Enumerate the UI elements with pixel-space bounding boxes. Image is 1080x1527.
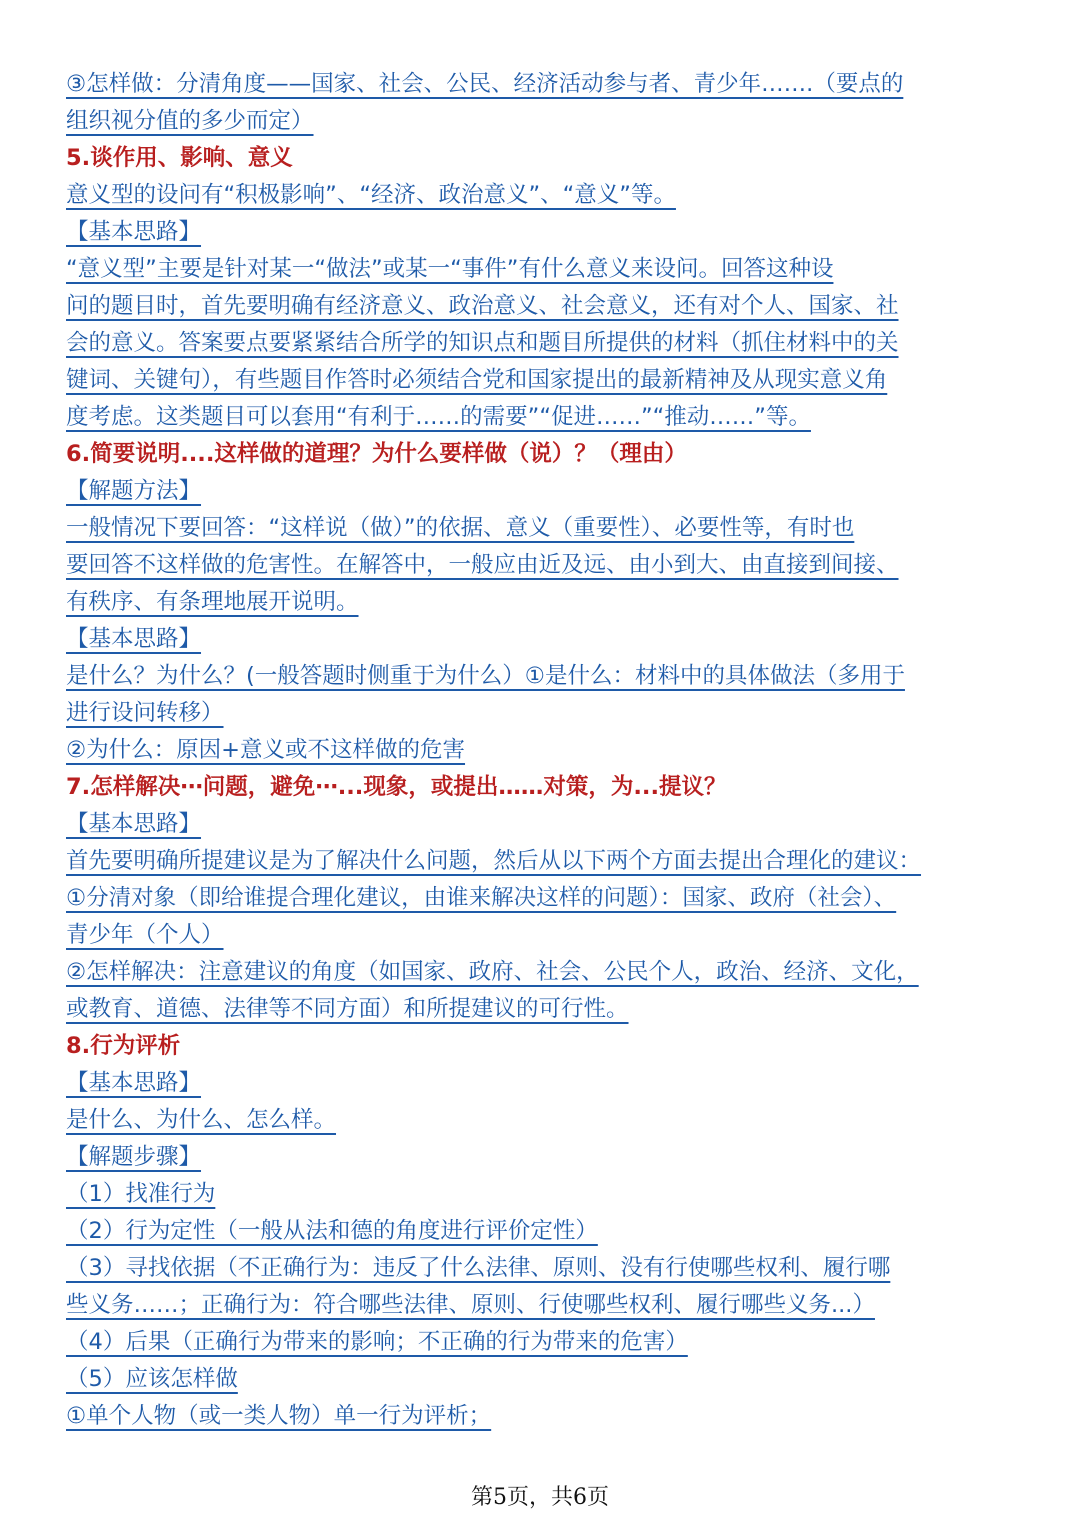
text-line: 【基本思路】: [66, 1070, 202, 1096]
text-line: 有秩序、有条理地展开说明。: [66, 589, 359, 615]
document-line: [66, 510, 1026, 547]
text-line: 会的意义。答案要点要紧紧结合所学的知识点和题目所提供的材料（抓住材料中的关: [66, 330, 899, 356]
document-line: [66, 473, 1026, 510]
text-line: 【解题方法】: [66, 478, 202, 504]
text-line: 是什么？为什么？(一般答题时侧重于为什么）①是什么：材料中的具体做法（多用于: [66, 663, 905, 689]
text-line: 【基本思路】: [66, 811, 202, 837]
document-line: [66, 214, 1026, 251]
document-line: [66, 325, 1026, 362]
text-line: 或教育、道德、法律等不同方面）和所提建议的可行性。: [66, 996, 629, 1022]
document-line: [66, 843, 1026, 880]
text-line: 问的题目时，首先要明确有经济意义、政治意义、社会意义，还有对个人、国家、社: [66, 293, 899, 319]
text-line: 进行设问转移）: [66, 700, 224, 726]
document-line: [66, 954, 1026, 991]
text-line: 是什么、为什么、怎么样。: [66, 1107, 337, 1133]
text-line: （1）找准行为: [66, 1181, 216, 1207]
document-line: [66, 436, 1026, 473]
document-line: [66, 917, 1026, 954]
document-line: [66, 140, 1026, 177]
document-line: [66, 251, 1026, 288]
document-line: [66, 1361, 1026, 1398]
document-line: [66, 1028, 1026, 1065]
text-line: 键词、关键句），有些题目作答时必须结合党和国家提出的最新精神及从现实意义角: [66, 367, 888, 393]
document-line: [66, 1287, 1026, 1324]
document-line: [66, 1065, 1026, 1102]
document-line: [66, 1324, 1026, 1361]
document-line: [66, 658, 1026, 695]
text-line: （5）应该怎样做: [66, 1366, 238, 1392]
text-line: 组织视分值的多少而定）: [66, 108, 314, 134]
document-line: [66, 1398, 1026, 1435]
document-line: [66, 1176, 1026, 1213]
text-line: 青少年（个人）: [66, 922, 224, 948]
text-line: ③怎样做：分清角度——国家、社会、公民、经济活动参与者、青少年…….（要点的: [66, 71, 904, 97]
document-line: [66, 399, 1026, 436]
text-line: 要回答不这样做的危害性。在解答中，一般应由近及远、由小到大、由直接到间接、: [66, 552, 899, 578]
document-line: [66, 103, 1026, 140]
document-line: [66, 547, 1026, 584]
section-heading: 8.行为评析: [66, 1033, 181, 1059]
document-line: [66, 991, 1026, 1028]
text-line: （2）行为定性（一般从法和德的角度进行评价定性）: [66, 1218, 598, 1244]
text-line: 【解题步骤】: [66, 1144, 202, 1170]
text-line: 【基本思路】: [66, 219, 202, 245]
page-footer: 第5页，共6页: [471, 1485, 609, 1510]
section-heading: 7.怎样解决⋯问题，避免⋯...现象，或提出……对策，为...提议？: [66, 774, 727, 800]
text-line: 意义型的设问有“积极影响”、“经济、政治意义”、“意义”等。: [66, 182, 676, 208]
text-line: （3）寻找依据（不正确行为：违反了什么法律、原则、没有行使哪些权利、履行哪: [66, 1255, 891, 1281]
document-line: [66, 1102, 1026, 1139]
document-line: [66, 1250, 1026, 1287]
document-line: [66, 584, 1026, 621]
text-line: 首先要明确所提建议是为了解决什么问题，然后从以下两个方面去提出合理化的建议：: [66, 848, 922, 874]
document-line: [66, 288, 1026, 325]
document-line: [66, 1213, 1026, 1250]
document-line: [66, 769, 1026, 806]
document-line: [66, 695, 1026, 732]
text-line: 【基本思路】: [66, 626, 202, 652]
text-line: ①分清对象（即给谁提合理化建议，由谁来解决这样的问题）：国家、政府（社会）、: [66, 885, 897, 911]
text-line: “意义型”主要是针对某一“做法”或某一“事件”有什么意义来设问。回答这种设: [66, 256, 834, 282]
document-line: [66, 362, 1026, 399]
document-line: [66, 621, 1026, 658]
text-line: （4）后果（正确行为带来的影响；不正确的行为带来的危害）: [66, 1329, 688, 1355]
section-heading: 5.谈作用、影响、意义: [66, 145, 293, 171]
text-line: ②怎样解决：注意建议的角度（如国家、政府、社会、公民个人，政治、经济、文化，: [66, 959, 919, 985]
text-line: ①单个人物（或一类人物）单一行为评析；: [66, 1403, 492, 1429]
text-line: 度考虑。这类题目可以套用“有利于……的需要”“促进……”“推动……”等。: [66, 404, 811, 430]
text-line: ②为什么：原因+意义或不这样做的危害: [66, 737, 466, 763]
document-line: [66, 177, 1026, 214]
document-line: [66, 806, 1026, 843]
document-line: [66, 1139, 1026, 1176]
text-line: 一般情况下要回答：“这样说（做）”的依据、意义（重要性）、必要性等，有时也: [66, 515, 855, 541]
section-heading: 6.简要说明....这样做的道理？为什么要样做（说）？（理由）: [66, 441, 687, 467]
document-line: [66, 732, 1026, 769]
document-body: [66, 66, 1026, 1435]
document-line: [66, 66, 1026, 103]
document-line: [66, 880, 1026, 917]
text-line: 些义务……；正确行为：符合哪些法律、原则、行使哪些权利、履行哪些义务...）: [66, 1292, 875, 1318]
